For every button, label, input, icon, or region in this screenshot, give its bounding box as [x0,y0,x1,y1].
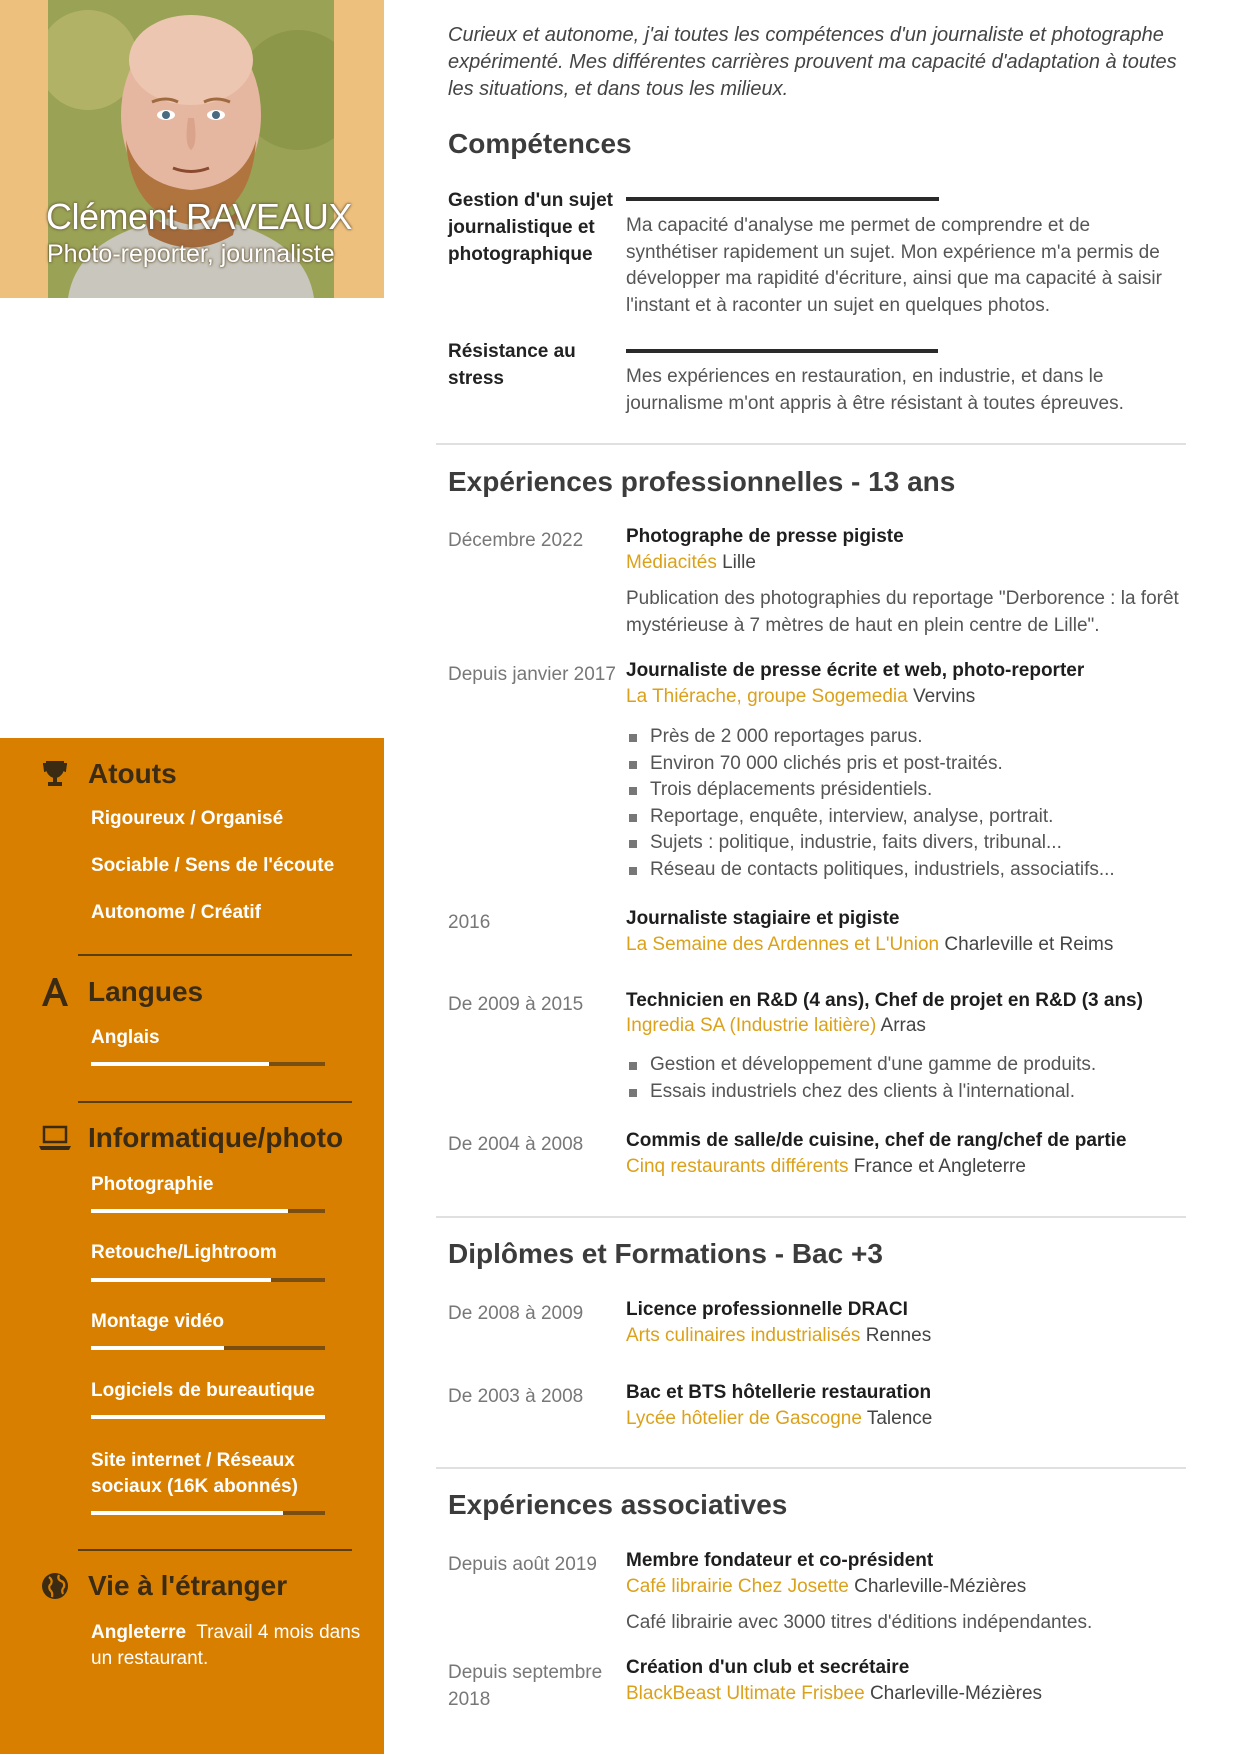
informatique-heading [38,1121,343,1155]
competence-description: Ma capacité d'analyse me permet de comprendre et de synthétiser rapidement un sujet. Mon expérience m'a permis de développer ma rapidité d'écriture, ainsi que ma capacité à saisir l'instant et à raconter un sujet en quelques photos. [626,215,1162,316]
association-place: Charleville-Mézières [869,1683,1043,1704]
school-place: Rennes [865,1325,932,1346]
skill-level-bar [91,1278,325,1282]
school-name: Arts culinaires industrialisés [626,1325,861,1346]
list-item: Réseau de contacts politiques, industriels, associatifs... [626,857,1115,884]
etranger-title: Vie à l'étranger [88,1570,288,1601]
education-title: Bac et BTS hôtellerie restauration [626,1382,932,1403]
skill-level-bar [91,1511,325,1515]
list-item: Reportage, enquête, interview, analyse, portrait. [626,804,1115,831]
experience-date: 2016 [448,912,491,933]
company-name: La Semaine des Ardennes et L'Union [626,934,940,955]
experience-org [626,552,756,574]
education-org [626,1408,932,1430]
associatives-heading: Expériences associatives [448,1489,788,1520]
sidebar [0,0,384,1754]
atouts-title: Atouts [88,758,177,789]
list-item: Gestion et développement d'une gamme de produits. [626,1052,1096,1079]
list-item: Essais industriels chez des clients à l'international. [626,1079,1096,1106]
diplomes-heading: Diplômes et Formations - Bac +3 [448,1238,883,1269]
experience-bullets [626,724,1115,883]
section-divider [436,1467,1186,1469]
education-org [626,1325,931,1347]
atout-item: Rigoureux / Organisé [91,808,284,829]
list-item: Près de 2 000 reportages parus. [626,724,1115,751]
experience-role: Journaliste stagiaire et pigiste [626,908,900,929]
education-date: De 2003 à 2008 [448,1386,584,1407]
section-divider [436,1216,1186,1218]
profile-header [0,0,384,298]
competence-description: Mes expériences en restauration, en industrie, et dans le journalisme m'ont appris à être résistant à toutes épreuves. [626,366,1124,414]
experience-role: Technicien en R&D (4 ans), Chef de projet en R&D (3 ans) [626,990,1143,1011]
langues-heading [38,975,203,1009]
experience-date: Depuis janvier 2017 [448,664,616,685]
skill-level-bar [91,1209,325,1213]
candidate-title: Photo-reporter, journaliste [47,240,335,268]
globe-icon [38,1569,72,1603]
association-org [626,1683,1042,1705]
letter-a-icon [38,975,72,1009]
section-divider [436,443,1186,445]
company-place: Vervins [912,686,976,707]
skill-level-bar [91,1346,325,1350]
association-name: Café librairie Chez Josette [626,1576,849,1597]
association-role: Membre fondateur et co-président [626,1550,934,1571]
company-place: Lille [722,552,756,573]
atouts-heading [38,757,177,791]
language-label: Anglais [91,1027,160,1048]
experiences-heading: Expériences professionnelles - 13 ans [448,466,956,497]
experience-date: Décembre 2022 [448,530,584,551]
school-name: Lycée hôtelier de Gascogne [626,1408,862,1429]
experience-role: Photographe de presse pigiste [626,526,904,547]
competences-heading: Compétences [448,128,632,159]
company-name: Médiacités [626,552,717,573]
list-item: Sujets : politique, industrie, faits divers, tribunal... [626,830,1115,857]
association-date: Depuis septembre 2018 [448,1662,603,1710]
candidate-name: Clément RAVEAUX [46,196,352,237]
intro-text: Curieux et autonome, j'ai toutes les compétences d'un journaliste et photographe expérimenté. Mes différentes carrières prouvent ma capacité d'adaptation à toutes les situations, et dans tous les milieux. [448,24,1177,100]
experience-org [626,1015,926,1037]
association-name: BlackBeast Ultimate Frisbee [626,1683,865,1704]
skill-label: Photographie [91,1174,214,1195]
skill-label: Retouche/Lightroom [91,1242,277,1263]
experience-date: De 2009 à 2015 [448,994,584,1015]
sidebar-divider [78,954,352,956]
etranger-heading [38,1569,287,1603]
experience-role: Journaliste de presse écrite et web, photo-reporter [626,660,1085,681]
competence-level-bar [626,349,938,353]
experience-role: Commis de salle/de cuisine, chef de rang/chef de partie [626,1130,1127,1151]
education-date: De 2008 à 2009 [448,1303,584,1324]
skill-label: Site internet / Réseaux sociaux (16K abonnés) [91,1450,298,1497]
abroad-country: Angleterre [91,1622,187,1643]
sidebar-divider [78,1549,352,1551]
atout-item: Autonome / Créatif [91,902,261,923]
experience-description: Publication des photographies du reportage "Derborence : la forêt mystérieuse à 7 mètres de haut en plein centre de Lille". [626,588,1179,636]
education-title: Licence professionnelle DRACI [626,1299,908,1320]
trophy-icon [38,757,72,791]
company-place: Charleville et Reims [944,934,1114,955]
association-date: Depuis août 2019 [448,1554,597,1575]
langues-title: Langues [88,976,204,1007]
experience-org [626,686,975,708]
skill-level-bar [91,1415,325,1419]
atout-item: Sociable / Sens de l'écoute [91,855,335,876]
experience-org [626,1156,1026,1178]
company-name: Cinq restaurants différents [626,1156,849,1177]
competence-label: Gestion d'un sujet journalistique et photographique [448,190,613,265]
association-description: Café librairie avec 3000 titres d'éditions indépendantes. [626,1612,1093,1633]
experience-bullets [626,1052,1096,1105]
association-org [626,1576,1026,1598]
competence-label: Résistance au stress [448,341,576,389]
school-place: Talence [866,1408,933,1429]
experience-date: De 2004 à 2008 [448,1134,584,1155]
abroad-description [91,1620,361,1672]
association-role: Création d'un club et secrétaire [626,1657,910,1678]
list-item: Environ 70 000 clichés pris et post-traités. [626,751,1115,778]
informatique-title: Informatique/photo [88,1122,344,1153]
sidebar-divider [78,1101,352,1103]
skill-label: Logiciels de bureautique [91,1380,315,1401]
association-place: Charleville-Mézières [854,1576,1027,1597]
company-name: La Thiérache, groupe Sogemedia [626,686,908,707]
list-item: Trois déplacements présidentiels. [626,777,1115,804]
abroad-text: Travail 4 mois dans un restaurant. [91,1622,361,1669]
competence-level-bar [626,197,939,201]
main-content [384,0,1240,1754]
company-place: France et Angleterre [853,1156,1026,1177]
experience-org [626,934,1113,956]
skill-label: Montage vidéo [91,1311,225,1332]
language-level-bar [91,1062,325,1066]
company-place: Arras [880,1015,926,1036]
company-name: Ingredia SA (Industrie laitière) [626,1015,877,1036]
laptop-icon [38,1121,72,1155]
